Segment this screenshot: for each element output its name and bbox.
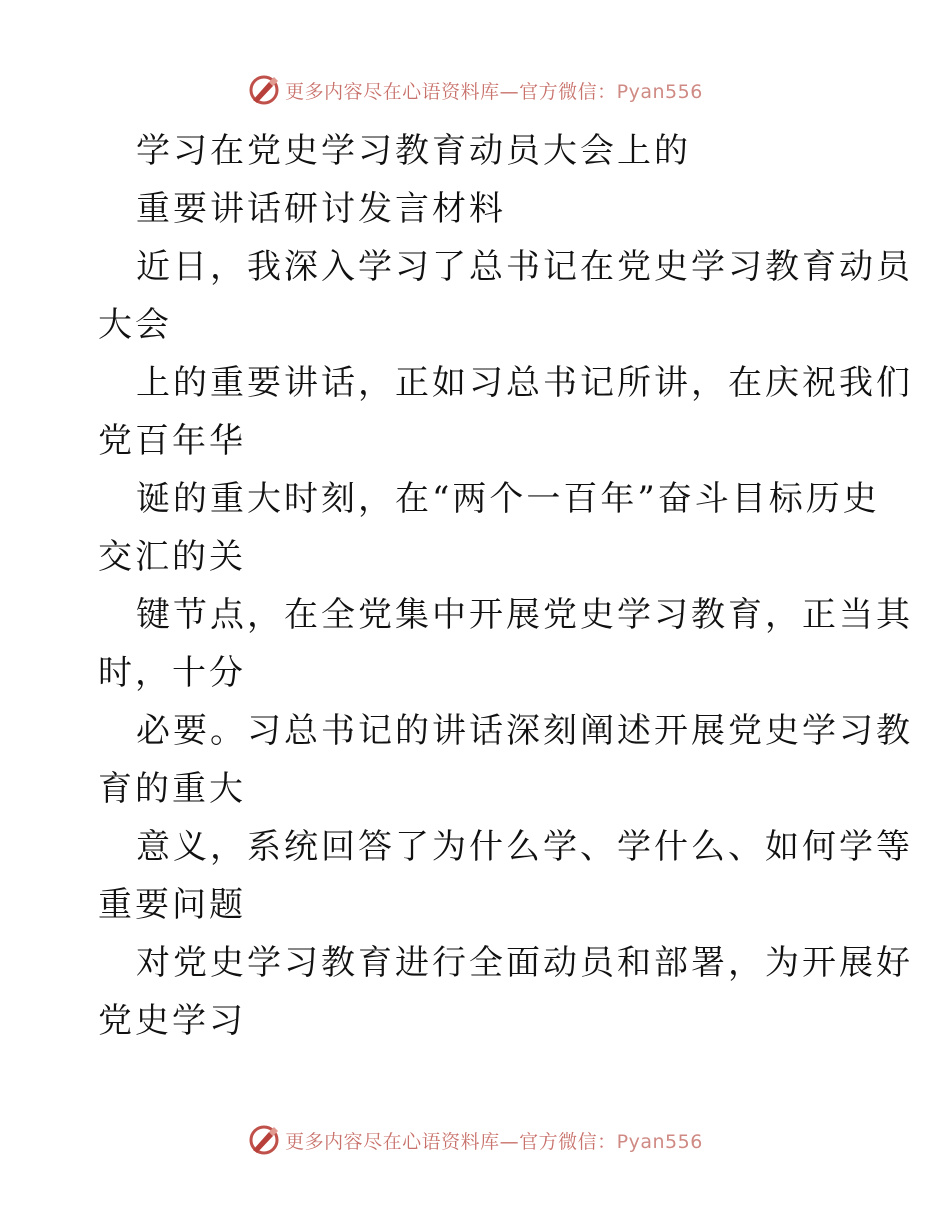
- paragraph-line: 诞的重大时刻，在“两个一百年”奋斗目标历史: [136, 479, 880, 519]
- paragraph-line: 键节点，在全党集中开展党史学习教育，正当其: [136, 595, 913, 635]
- pen-logo-icon: [247, 1123, 281, 1157]
- paragraph-line: 党史学习: [98, 1001, 246, 1041]
- paragraph-line: 对党史学习教育进行全面动员和部署，为开展好: [136, 943, 913, 983]
- paragraph-line: 时，十分: [98, 653, 246, 693]
- header-watermark-banner: [0, 70, 950, 110]
- banner-text: 更多内容尽在心语资料库—官方微信：Pyan556: [285, 1130, 703, 1153]
- banner-text: 更多内容尽在心语资料库—官方微信：Pyan556: [285, 80, 703, 103]
- pen-logo-icon: [247, 73, 281, 107]
- footer-watermark-banner: [0, 1120, 950, 1160]
- document-title-line: 学习在党史学习教育动员大会上的: [136, 131, 691, 171]
- paragraph-line: 意义，系统回答了为什么学、学什么、如何学等: [136, 827, 913, 867]
- paragraph-line: 交汇的关: [98, 537, 246, 577]
- paragraph-line: 重要问题: [98, 885, 246, 925]
- document-title-line: 重要讲话研讨发言材料: [136, 189, 506, 229]
- paragraph-line: 育的重大: [98, 769, 246, 809]
- paragraph-line: 近日，我深入学习了总书记在党史学习教育动员: [136, 247, 913, 287]
- paragraph-line: 党百年华: [98, 421, 246, 461]
- paragraph-line: 大会: [98, 305, 172, 345]
- paragraph-line: 必要。习总书记的讲话深刻阐述开展党史学习教: [136, 711, 913, 751]
- paragraph-line: 上的重要讲话，正如习总书记所讲，在庆祝我们: [136, 363, 913, 403]
- document-body: [98, 122, 913, 1050]
